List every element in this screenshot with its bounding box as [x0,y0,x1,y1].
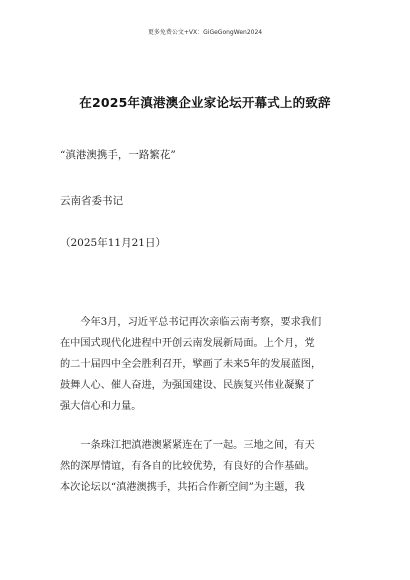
paragraph-line: 今年3月，习近平总书记再次亲临云南考察，要求我们 [60,317,322,328]
paragraph-line: 强大信心和力量。 [60,401,142,412]
paragraph-line: 鼓舞人心、催人奋进，为强国建设、民族复兴伟业凝聚了 [60,380,315,391]
body-paragraph [60,435,350,498]
paragraph-line: 一条珠江把滇港澳紧紧连在了一起。三地之间，有天 [60,440,315,451]
paragraph-line: 然的深厚情谊，有各自的比较优势，有良好的合作基础。 [60,461,315,472]
speech-subtitle: “滇港澳携手，一路繁花” [60,149,176,161]
speech-date: （2025年11月21日） [60,237,166,249]
paragraph-line: 的二十届四中全会胜利召开，擘画了未来5年的发展蓝图， [60,359,322,370]
header-note: 更多免费公文+VX：GiGeGongWen2024 [147,29,263,36]
paragraph-line: 在中国式现代化进程中开创云南发展新局面。上个月，党 [60,338,315,349]
speech-author: 云南省委书记 [60,195,123,207]
paragraph-line: 本次论坛以“滇港澳携手，共拓合作新空间”为主题，我 [60,482,305,493]
document-title: 在2025年滇港澳企业家论坛开幕式上的致辞 [79,95,331,110]
body-paragraph [60,312,350,417]
